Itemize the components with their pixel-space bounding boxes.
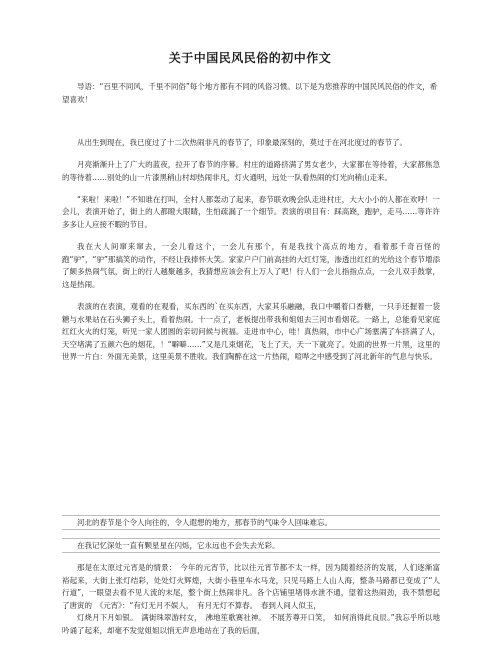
paragraph-5: 表演的在表演，观看的在观看，买东西的`在买东西，大家其乐融融，我口中嚼着口香糖，一只手还握着一袋糖与水果站在石头狮子头上，看着热闹。十一点了，老板提出带我和姐姐去三河市看烟花。一路上，总能看见家庭红红火火的灯笼，听见一家人团圆的亲切问候与祝福。走进市中心，哇！真热闹，市中心广场塞满了车挤满了人，天空堵满了五颜六色的烟花，！“噼噼……”又是几束烟花，飞上了天，天一下就亮了。处面的世界一片黑，这里的世界一片白：外面无美景，这里美景不胜收。我们陶醉在这一片热闹，喧哗之中感受到了河北新年的气息与快乐。 xyxy=(62,301,440,362)
paragraph-3: “来啦！来啦！”不知谁在打叫，全村人都轰动了起来，春节联欢晚会队走进村庄，大大小小的人都在欢呼！一会儿，表演开始了，街上的人都瞪大眼睛，生怕疏漏了一个细节。表演的项目有：踩高跷，跑驴，走马……等许许多多让人应接不暇的节目。 xyxy=(62,194,440,229)
boxed-paragraph-1-text: 河北的春节是个令人向往的，令人遐想的地方，那春节的气味令人回味难忘。 xyxy=(77,518,332,527)
boxed-paragraph-1 xyxy=(62,515,440,530)
article-body xyxy=(62,137,440,372)
intro-paragraph: 导语：“百里不同风，千里不同俗”每个地方都有不同的风俗习惯。以下是为您推荐的中国民风民俗的作文，希望喜欢！ xyxy=(62,82,438,104)
paragraph-2: 月亮渐渐升上了广大的蓝夜，拉开了春节的序幕。村庄的道路挤满了男女老少，大家都在等待着，大家都焦急的等待着……别处的山一片漆黑稍山村却热闹非凡，灯火通明，远处一队看热闹的灯光向稍山走来。 xyxy=(62,160,440,182)
boxed-paragraph-2-text: 在我记忆深处一直有颗星星在闪烁，它永远也不会失去光彩。 xyxy=(77,541,280,550)
closing-body xyxy=(62,562,440,638)
paragraph-7: 灯烧月下月如银。 满街珠翠游村女， 沸地笙歌赛社神。 不展芳尊开口笑， 如何消得此良辰。”我忘乎所以地吟诵了起来，却毫不发觉姐姐以悄无声息地站在了我的后面， xyxy=(62,613,440,635)
paragraph-6: 那是在太原过元宵是的情景： 今年的元宵节，比以往元宵节都不太一样，因为随着经济的发展，人们逐渐富裕起来，大街上张灯结彩，处处灯火辉煌，大街小巷里车水马龙，只见马路上人山人海，整条马路都已变成了“人行道”，一眼望去看不见人流的末尾，整个街上热闹非凡。各个店铺里堵得水泄不通，望着这热闹劲，我不禁想起了唐寅的 《元宵》：“有灯无月不娱人， 有月无灯不算春。 春到人间人似玉， xyxy=(62,563,440,610)
document-title: 关于中国民风民俗的初中作文 xyxy=(168,51,332,65)
paragraph-4: 我在大人间窜来窜去，一会儿看这个，一会儿有那个，有是我找个高点的地方，看着那千奇百怪的跑“驴”，“驴”那搞笑的动作，不经让我捧怀大笑。家家户户门前高挂的大红灯笼，渗透出红红的光给这个春节增添了颇多热闹气氛，街上的行人越聚越多，我猜想应该会有上万人了吧！行人们一会儿指指点点，一会儿双手鼓掌，这是热闹。 xyxy=(62,242,440,289)
boxed-paragraph-2 xyxy=(62,538,440,553)
paragraph-1: 从出生到现在，我已度过了十二次热闹非凡的春节了，印象最深刻的，莫过于在河北度过的春节了。 xyxy=(77,138,407,147)
